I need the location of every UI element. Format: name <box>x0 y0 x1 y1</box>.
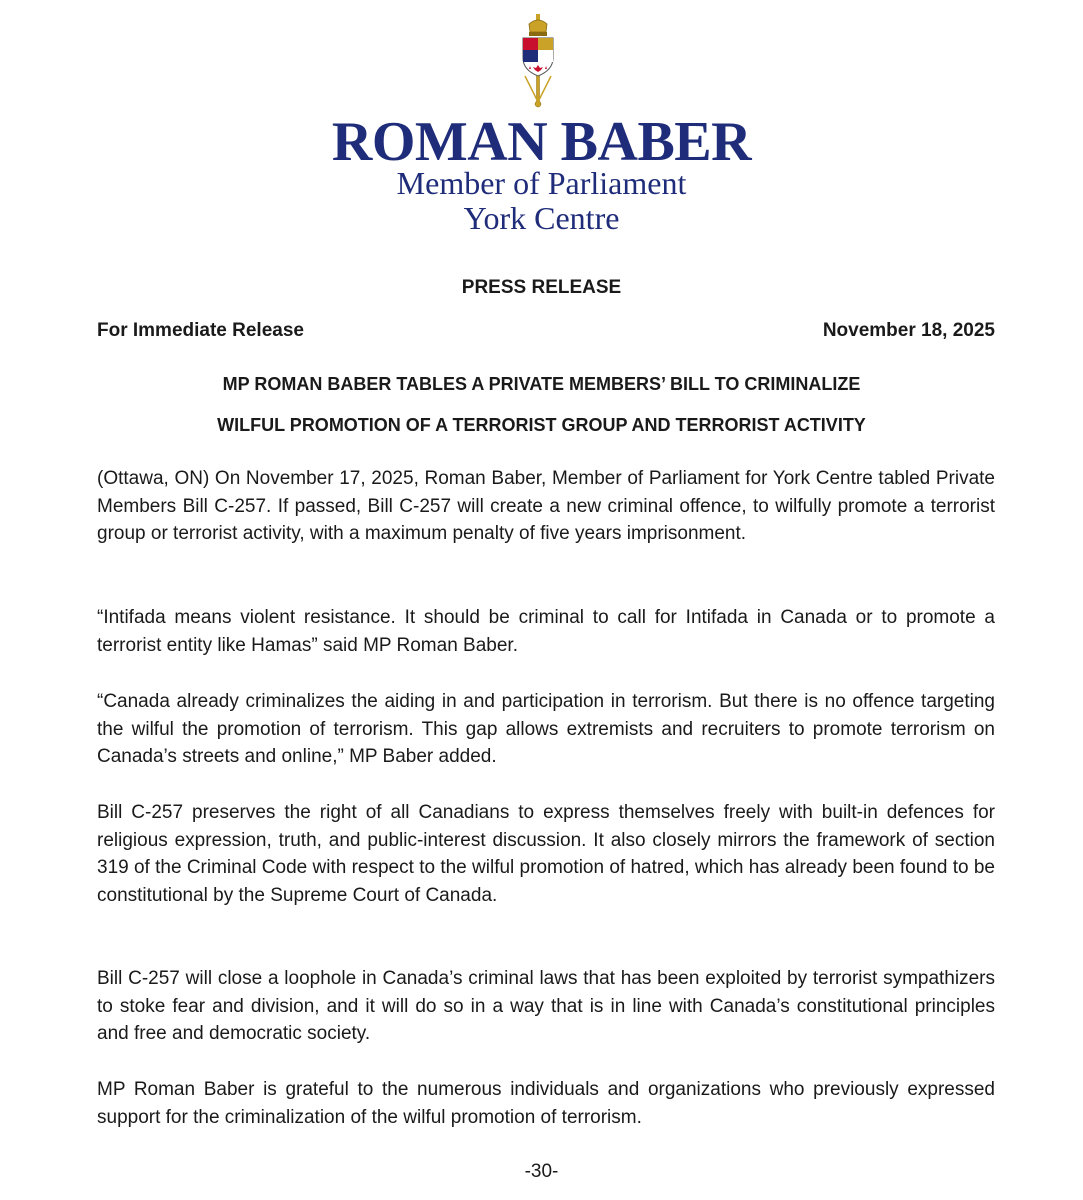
release-label: For Immediate Release <box>97 320 304 341</box>
mp-riding: York Centre <box>463 200 620 236</box>
paragraph-3: “Canada already criminalizes the aiding in and participation in terrorism. But there is no offence targeting the wilful the promotion of terrorism. This gap allows extremists and recruiters to promote terrorism on Canada’s streets and online,” MP Baber added. <box>97 691 995 768</box>
mp-name: ROMAN BABER <box>331 111 752 173</box>
paragraph-1: (Ottawa, ON) On November 17, 2025, Roman Baber, Member of Parliament for York Centre tabled Private Members Bill C-257. If passed, Bill C-257 will create a new criminal offence, to wilfully promote a terrorist group or terrorist activity, with a maximum penalty of five years imprisonment. <box>97 468 995 545</box>
mp-title: Member of Parliament <box>396 165 687 201</box>
headline-line-1: MP ROMAN BABER TABLES A PRIVATE MEMBERS’ BILL TO CRIMINALIZE <box>222 374 861 394</box>
house-of-commons-crest-icon <box>517 14 559 110</box>
paragraph-2: “Intifada means violent resistance. It should be criminal to call for Intifada in Canada or to promote a terrorist entity like Hamas” said MP Roman Baber. <box>97 607 995 656</box>
release-date: November 18, 2025 <box>822 320 995 341</box>
release-row <box>97 319 995 343</box>
document-type: PRESS RELEASE <box>461 277 622 298</box>
paragraph-6: MP Roman Baber is grateful to the numerous individuals and organizations who previously expressed support for the criminalization of the wilful promotion of terrorism. <box>97 1079 995 1128</box>
headline-line-2: WILFUL PROMOTION OF A TERRORIST GROUP AND TERRORIST ACTIVITY <box>217 415 866 435</box>
paragraph-5: Bill C-257 will close a loophole in Canada’s criminal laws that has been exploited by terrorist sympathizers to stoke fear and division, and it will do so in a way that is in line with Canada’s constitutional principles and free and democratic society. <box>97 968 995 1045</box>
paragraph-4: Bill C-257 preserves the right of all Canadians to express themselves freely with built-in defences for religious expression, truth, and public-interest discussion. It also closely mirrors the framework of section 319 of the Criminal Code with respect to the wilful promotion of hatred, which has already been found to be constitutional by the Supreme Court of Canada. <box>97 802 995 907</box>
end-mark: -30- <box>524 1161 559 1182</box>
